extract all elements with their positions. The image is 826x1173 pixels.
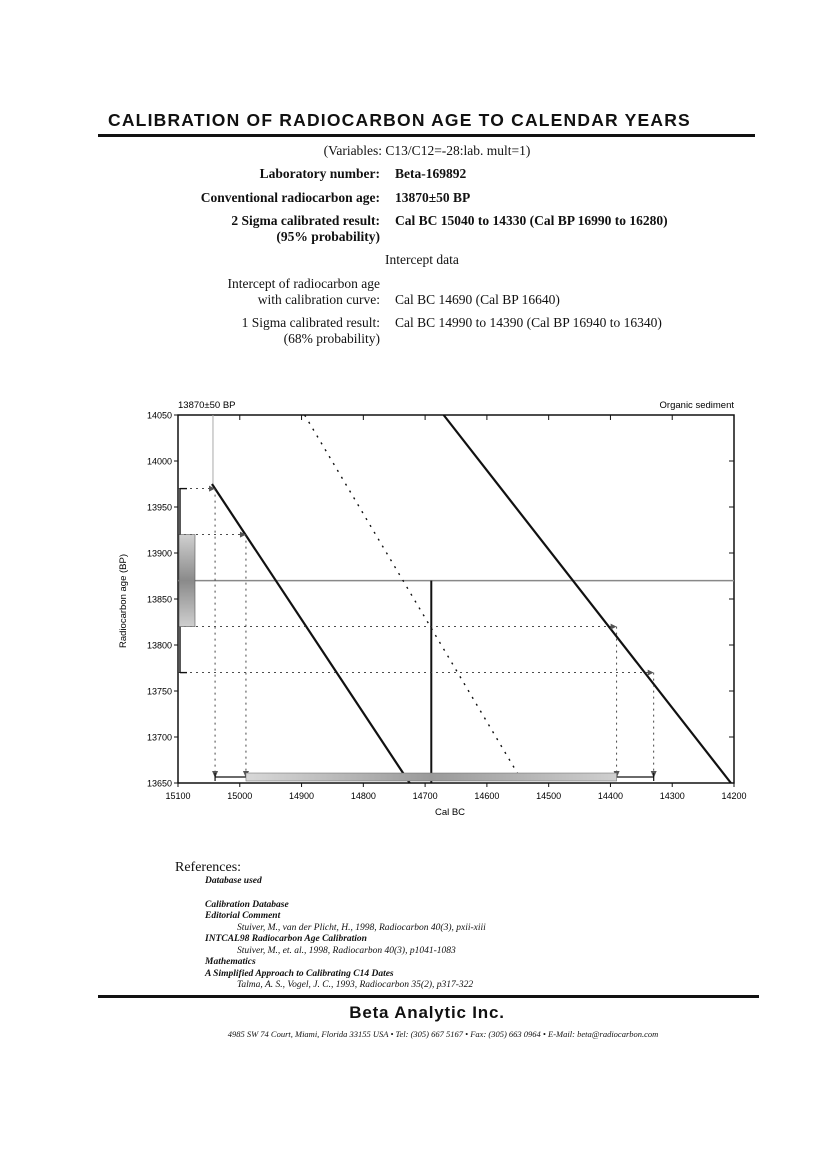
sigma-guide-arrow-h [611,624,617,630]
ref-intcal: INTCAL98 Radiocarbon Age Calibration [205,934,367,944]
calibration-curve-3 [444,415,731,783]
x-tick-label: 14700 [412,791,438,801]
y-tick-label: 13850 [146,594,172,605]
x-tick-label: 14400 [597,791,623,801]
ref-calibration-db: Calibration Database [205,899,289,910]
intercept-value: Cal BC 14690 (Cal BP 16640) [395,292,560,307]
chart-top-right-label: Organic sediment [659,400,734,411]
y-tick-label: 13950 [146,502,172,513]
sigma2-value: Cal BC 15040 to 14330 (Cal BP 16990 to 16280) [395,213,668,228]
ref-mathematics: Mathematics [205,957,256,967]
conv-age-label: Conventional radiocarbon age: [200,190,380,205]
x-tick-label: 15100 [165,791,191,801]
x-tick-label: 14900 [289,791,315,801]
variables-line: (Variables: C13/C12=-28:lab. mult=1) [323,143,531,158]
x-axis-label: Cal BC [434,807,466,818]
y-tick-label: 13900 [146,548,172,559]
sigma1-y-box [179,535,195,627]
intercept-label-2: with calibration curve: [257,292,380,307]
page-title: CALIBRATION OF RADIOCARBON AGE TO CALENDAR YEARS [108,110,691,130]
lab-number-value: Beta-169892 [395,166,467,181]
sigma1-probability: (68% probability) [283,331,380,346]
ref-database-used: Database used [205,876,262,886]
intercept-heading: Intercept data [385,252,459,267]
x-tick-label: 14300 [659,791,685,801]
ref-editorial-cite: Stuiver, M., van der Plicht, H., 1998, Radiocarbon 40(3), pxii-xiii [237,922,486,933]
ref-intcal-cite: Stuiver, M., et. al., 1998, Radiocarbon 40(3), p1041-1083 [237,945,456,956]
footer-rule [98,995,759,998]
y-tick-label: 14050 [146,410,172,421]
ref-approach-cite: Talma, A. S., Vogel, J. C., 1993, Radiocarbon 35(2), p317-322 [237,980,474,990]
sigma2-probability: (95% probability) [276,229,380,244]
references-block [205,876,486,992]
calibration-curve-1 [212,484,410,783]
x-tick-label: 15000 [227,791,253,801]
y-tick-label: 13750 [146,686,172,697]
y-tick-label: 14000 [146,456,172,467]
x-tick-label: 14500 [536,791,562,801]
company-address: 4985 SW 74 Court, Miami, Florida 33155 USA • Tel: (305) 667 5167 • Fax: (305) 663 0964 • E-Mail: beta@radiocarbon.com [227,1029,659,1039]
y-axis-label: Radiocarbon age (BP) [118,554,129,648]
ref-approach: A Simplified Approach to Calibrating C14 Dates [205,968,394,979]
y-tick-label: 13650 [146,778,172,789]
sigma1-x-box [246,773,617,781]
intercept-label-1: Intercept of radiocarbon age [227,276,380,291]
y-tick-label: 13800 [146,640,172,651]
x-tick-label: 14600 [474,791,500,801]
x-tick-label: 14800 [350,791,376,801]
sigma-guide-arrow-h [648,670,654,676]
y-tick-label: 13700 [146,732,172,743]
references-heading: References: [175,860,242,875]
plot-frame [178,415,734,783]
ref-editorial: Editorial Comment [205,911,281,921]
sigma1-label: 1 Sigma calibrated result: [241,315,380,330]
sigma1-value: Cal BC 14990 to 14390 (Cal BP 16940 to 16340) [395,315,662,330]
company-name: Beta Analytic Inc. [349,1003,505,1022]
x-tick-label: 14200 [721,791,747,801]
sigma2-label: 2 Sigma calibrated result: [231,213,380,228]
chart-top-left-label: 13870±50 BP [178,400,236,411]
conv-age-value: 13870±50 BP [395,190,471,205]
lab-number-label: Laboratory number: [259,166,380,181]
